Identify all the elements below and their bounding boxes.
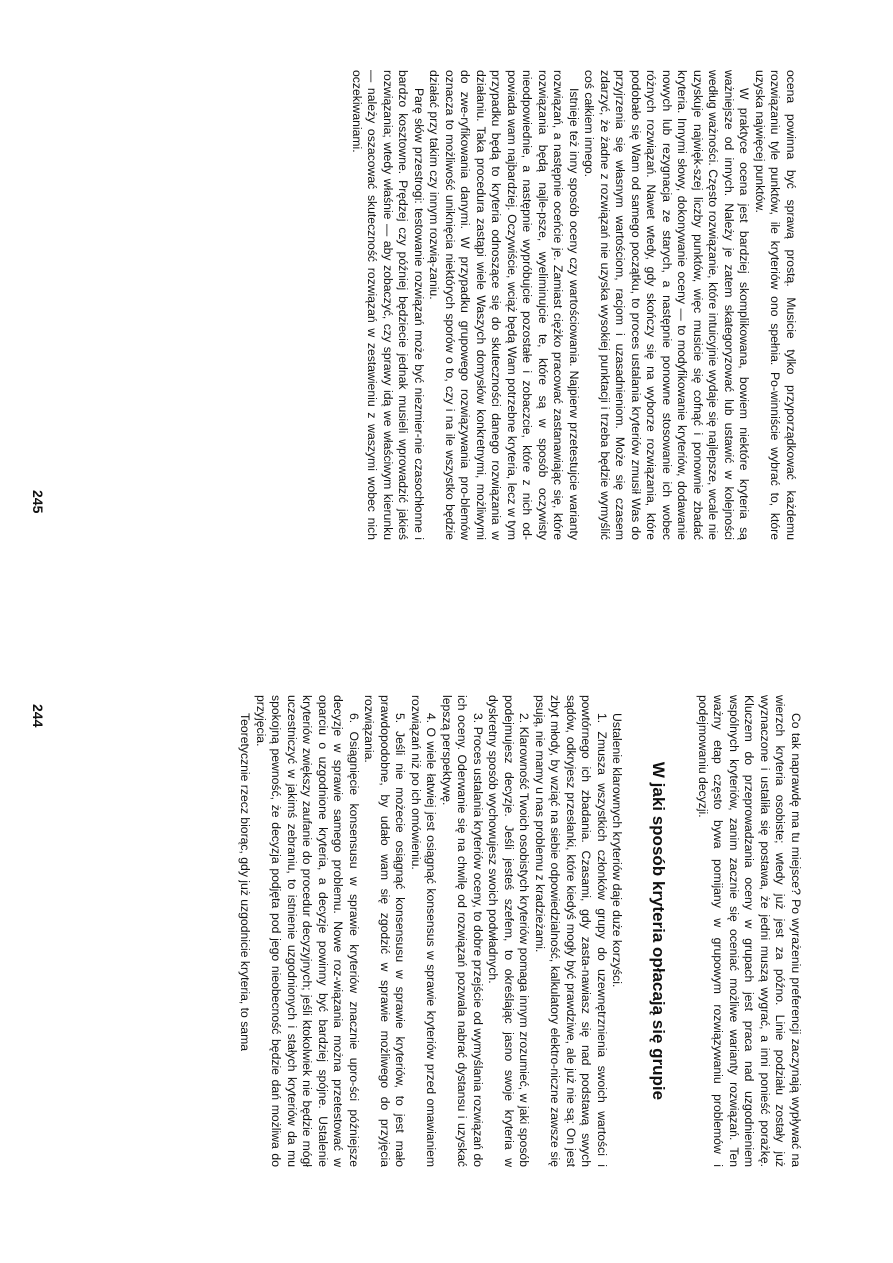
- numbered-item: 6. Osiągnięcie konsensusu w sprawie kryteriów znacznie upro-ści późniejsze decyzje w sprawie samego problemu. Nowe roz-wiązania można przetestować w oparciu o uzgodnione kryteria, a decyzje powinny być bardziej spójne. Ustalenie kryteriów zwiększy zaufanie do procedur decyzyjnych; jeśli ktokolwiek nie będzie mógł uczestniczyć w jakimś zebraniu, to istnienie uzgodnionych i stałych kryteriów da mu spokojną pewność, że decyzja podjęta pod jego nieobecność będzie dań możliwa do przyjęcia.: [254, 695, 361, 1167]
- numbered-item: 2. Klarowność Twoich osobistych kryteriów pomaga innym zrozumieć, w jaki sposób podejmujesz decyzje. Jeśli jesteś szefem, to określając jasno swoje kryteria w dyskretny sposób wychowujesz swoich podwładnych.: [486, 695, 532, 1167]
- text-column: [237, 695, 803, 1167]
- paragraph: Co tak naprawdę ma tu miejsce? Po wyrażeniu preferencji zaczynają wypływać na wierzch kryteria osobiste; wtedy już jest za późno. Linie podziału zostały już wyznaczone i ustaliła się postawa, że jedni muszą wygrać, a inni ponieść porażkę. Kluczem do przeprowadzania oceny w grupach jest praca nad uzgodnieniem wspólnych kryteriów, zanim zacznie się oceniać możliwe warianty rozwiązań. Ten ważny etap często bywa pomijany w grupowym rozwiązywaniu problemów i podejmowaniu decyzji.: [696, 695, 803, 1167]
- numbered-item: 3. Proces ustalania kryteriów oceny, to dobre przejście od wymyślania rozwiązań do ich oceny. Oderwanie się na chwilę od rozwiązań pozwala nabrać dystansu i uzyskać lepszą perspektywę.: [440, 695, 485, 1167]
- paragraph: W praktyce ocena jest bardziej skomplikowana, bowiem niektóre kryteria są ważniejsze od innych. Należy je zatem skategoryzować lub ustawić w kolejności według ważności. Często rozwiązanie, które intuicyjnie wydaje się najlepsze, wcale nie uzyskuje najwięk-szej liczby punktów, więc musicie się cofnąć i ponownie zbadać kryteria. Innymi słowy, dokonywanie oceny — to modyfikowanie kryteriów, dodawanie nowych lub rezygnacja ze starych, a następnie ponowne stosowanie ich wobec różnych rozwiązań. Nawet wtedy, gdy skończy się na wyborze rozwiązania, które podobało się Wam od samego początku, to proces ustalania kryteriów zmusił Was do przyjrzenia się własnym wartościom, racjom i uzasadnieniom. Może się czasem zdarzyć, że żadne z rozwiązań nie uzyska wysokiej punktacji i trzeba będzie wymyślić coś całkiem innego.: [582, 70, 752, 540]
- section-heading: W jaki sposób kryteria opłacają się grupie: [649, 761, 669, 1101]
- numbered-item: 5. Jeśli nie możecie osiągnąć konsensusu w sprawie kryteriów, to jest mało prawdopodobne, by udało wam się zgodzić w sprawie możliwego do przyjęcia rozwiązania.: [362, 695, 408, 1167]
- page-number: 244: [30, 704, 46, 728]
- numbered-item: 4. O wiele łatwiej jest osiągnąć konsensus w sprawie kryteriów przed omawianiem rozwiązań niż po ich omówieniu.: [409, 695, 439, 1167]
- paragraph: ocena powinna być sprawą prostą. Musicie tylko przyporządkować każdemu rozwiązaniu tyle punktów, ile kryteriów ono spełnia. Po-winniście wybrać to, które uzyska najwięcej punktów.: [753, 70, 798, 540]
- page-244: [0, 632, 893, 1263]
- paragraph: Istnieje też inny sposób oceny czy wartościowania. Najpierw przetestujcie warianty rozwiązań, a następnie oceńcie je. Zamiast ciężko pracować zastanawiając się, które rozwiązania będą najle-psze, wyeliminujcie te, które są w sposób oczywisty nieodpowiednie, a następnie wypróbujcie pozostałe i zobaczcie, które z nich od-powiada wam najbardziej. Oczywiście, wciąż będą Wam potrzebne kryteria, lecz w tym przypadku będą to kryteria odnoszące się do skuteczności danego rozwiązania w działaniu. Taka procedura zastąpi wiele Waszych domysłów konkretnymi, możliwymi do zwe-ryfikowania danymi. W przypadku grupowego rozwiązywania pro-blemów oznacza to możliwość uniknięcia niektórych sporów o to, czy i na ile wszystko będzie działać przy takim czy innym rozwią-zaniu.: [427, 70, 581, 540]
- paragraph: Parę słów przestrogi: testowanie rozwiązań może być niezmier-nie czasochłonne i bardzo kosztowne. Prędzej czy później będziecie jednak musieli wprowadzić jakieś rozwiązania; wtedy właśnie — aby zobaczyć, czy sprawy idą we właściwym kierunku — należy oszacować skuteczność rozwiązań w zestawieniu z waszymi wobec nich oczekiwaniami.: [350, 70, 426, 540]
- numbered-item: 1. Zmusza wszystkich członków grupy do uzewnętrznienia swoich wartości i powtórnego ich zbadania. Czasami, gdy zasta-nawiasz się nad podstawą swych sądów, odkryjesz przesłanki, które kiedyś mogły być prawdziwe, ale już nie są: On jest zbyt młody, by wziąć na siebie odpowiedzialność, kalkulatory elektro-niczne zawsze się psują, nie mamy u nas problemu z kradzieżami.: [533, 695, 609, 1167]
- paragraph: Ustalenie klarownych kryteriów daje duże korzyści.: [610, 713, 625, 988]
- text-column: [349, 70, 799, 540]
- page-number: 245: [30, 490, 46, 514]
- paragraph: Teoretycznie rzecz biorąc, gdy już uzgodnicie kryteria, to sama: [238, 713, 253, 1052]
